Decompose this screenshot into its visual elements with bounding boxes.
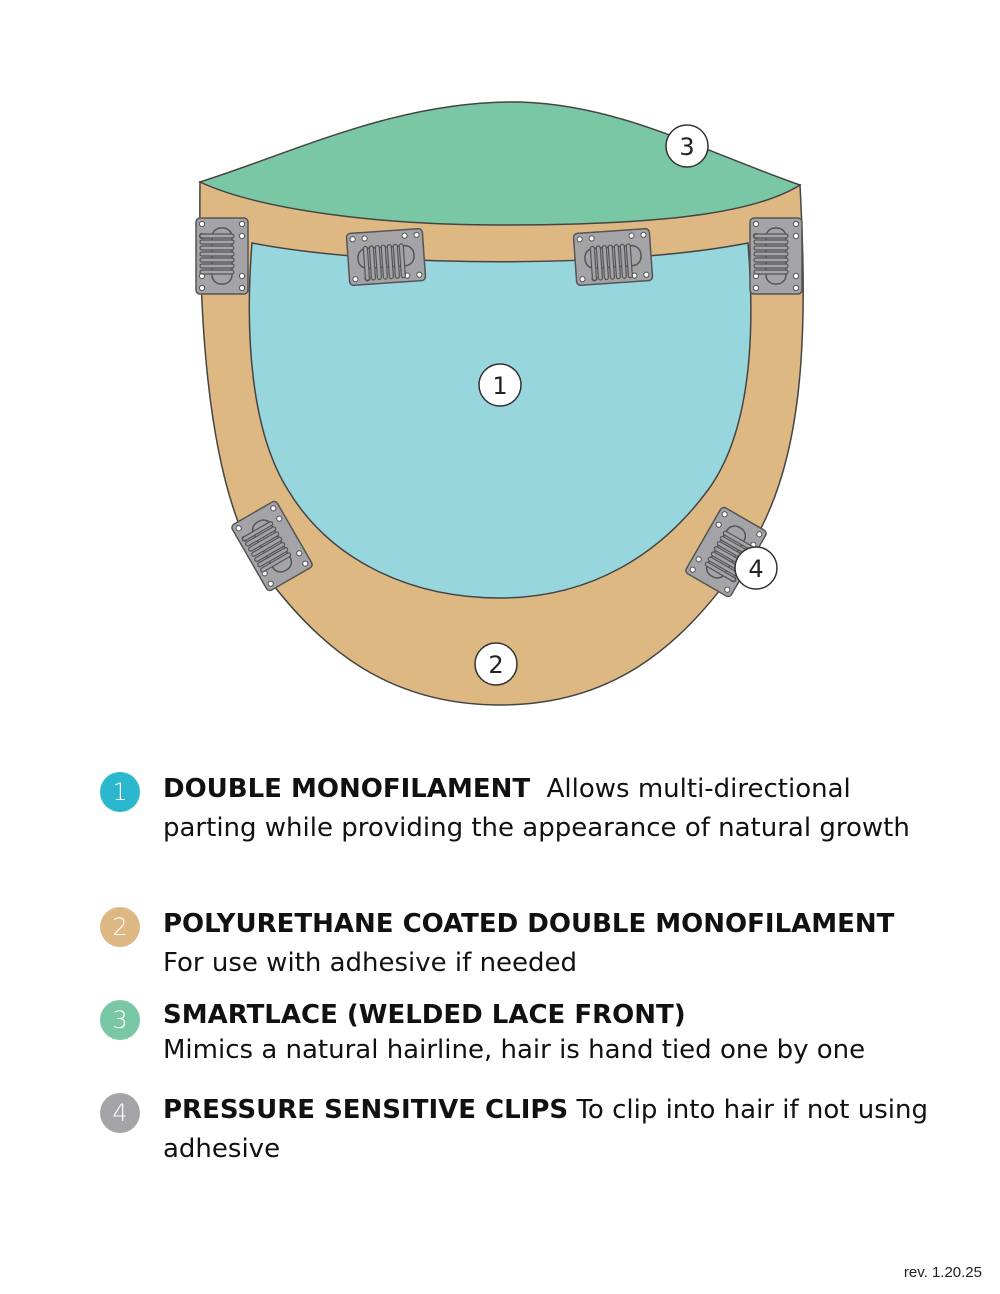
svg-text:4: 4 bbox=[748, 555, 764, 583]
legend-text-1 bbox=[163, 770, 943, 848]
legend-title-1: DOUBLE MONOFILAMENT bbox=[163, 774, 531, 804]
legend-desc-2: For use with adhesive if needed bbox=[163, 948, 578, 978]
revision-label: rev. 1.20.25 bbox=[903, 1264, 982, 1281]
number-badge-3: 3 bbox=[100, 1000, 140, 1040]
clip-center-left bbox=[346, 228, 425, 285]
callout-3 bbox=[666, 125, 708, 167]
callout-4 bbox=[735, 547, 777, 589]
legend-text-2 bbox=[163, 905, 943, 983]
legend-text-4 bbox=[163, 1091, 943, 1169]
svg-text:1: 1 bbox=[492, 372, 508, 400]
callout-1 bbox=[479, 364, 521, 406]
callout-2 bbox=[475, 643, 517, 685]
legend-desc-3: Mimics a natural hairline, hair is hand tied one by one bbox=[163, 1035, 866, 1065]
number-badge-2: 2 bbox=[100, 907, 140, 947]
clip-left-top bbox=[196, 218, 248, 294]
svg-text:3: 3 bbox=[679, 133, 695, 161]
legend-text-3 bbox=[163, 998, 943, 1068]
legend-desc-4: To clip into hair if not using adhesive bbox=[163, 1095, 928, 1164]
number-badge-1: 1 bbox=[100, 772, 140, 812]
legend-title-4: PRESSURE SENSITIVE CLIPS bbox=[163, 1095, 569, 1125]
svg-text:2: 2 bbox=[488, 651, 504, 679]
legend-desc-1: Allows multi-directional parting while providing the appearance of natural growth bbox=[163, 774, 910, 843]
clip-center-right bbox=[573, 228, 652, 285]
legend-title-3: SMARTLACE (WELDED LACE FRONT) bbox=[163, 1000, 686, 1030]
legend-title-2: POLYURETHANE COATED DOUBLE MONOFILAMENT bbox=[163, 909, 895, 939]
clip-right-top bbox=[750, 218, 802, 294]
smartlace-front bbox=[200, 102, 800, 225]
number-badge-4: 4 bbox=[100, 1093, 140, 1133]
